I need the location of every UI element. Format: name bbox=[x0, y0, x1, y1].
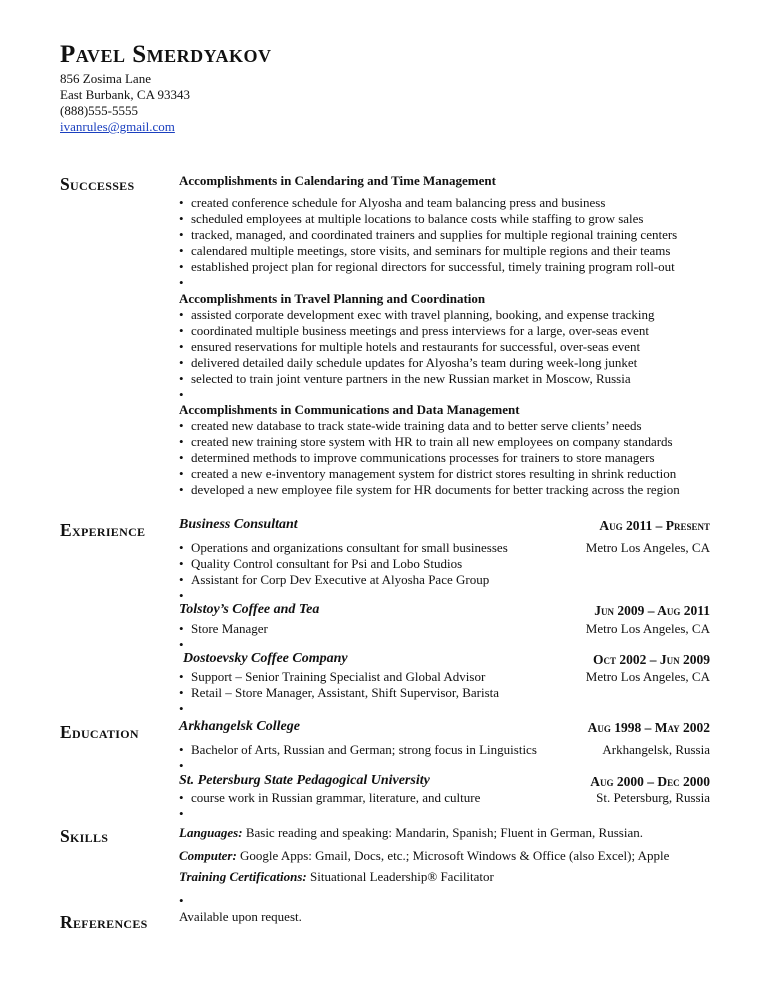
skills-training: Training Certifications: Situational Leadership® Facilitator bbox=[179, 869, 494, 884]
list-item: • scheduled employees at multiple locations to balance costs while staffing to grow sales bbox=[179, 211, 644, 226]
address-line-2: East Burbank, CA 93343 bbox=[60, 87, 190, 102]
job-date: Oct 2002 – Jun 2009 bbox=[592, 652, 710, 667]
school-date: Aug 1998 – May 2002 bbox=[587, 720, 710, 735]
list-item: • determined methods to improve communications processes for trainers to store managers bbox=[179, 450, 655, 465]
job-title: Tolstoy’s Coffee and Tea bbox=[179, 602, 320, 617]
job-date: Aug 2011 – Present bbox=[599, 518, 710, 533]
job-location: Metro Los Angeles, CA bbox=[585, 669, 710, 684]
list-item: • Assistant for Corp Dev Executive at Alyosha Pace Group bbox=[179, 572, 490, 587]
subheading-communications: Accomplishments in Communications and Data Management bbox=[179, 402, 520, 417]
subheading-calendaring: Accomplishments in Calendaring and Time Management bbox=[179, 173, 496, 188]
list-item: • created a new e-inventory management system for district stores resulting in shrink reduction bbox=[179, 466, 677, 481]
list-item: • delivered detailed daily schedule updates for Alyosha’s team during week-long junket bbox=[179, 355, 638, 370]
subheading-travel: Accomplishments in Travel Planning and Coordination bbox=[179, 291, 486, 306]
list-item: • calendared multiple meetings, store visits, and seminars for multiple regions and their teams bbox=[179, 243, 671, 258]
job-location: Metro Los Angeles, CA bbox=[585, 621, 710, 636]
list-item: • Retail – Store Manager, Assistant, Shift Supervisor, Barista bbox=[179, 685, 500, 700]
list-item: • bbox=[179, 588, 184, 603]
email-link-wrap bbox=[60, 119, 175, 135]
section-title-education: Education bbox=[60, 722, 139, 742]
list-item: • bbox=[179, 701, 184, 716]
list-item: • coordinated multiple business meetings and press interviews for a large, over-seas event bbox=[179, 323, 649, 338]
list-item: • bbox=[179, 387, 184, 402]
school-name: St. Petersburg State Pedagogical University bbox=[179, 773, 430, 788]
school-date: Aug 2000 – Dec 2000 bbox=[590, 774, 710, 789]
section-title-skills: Skills bbox=[60, 826, 109, 846]
job-title: Business Consultant bbox=[179, 517, 298, 532]
address-line-1: 856 Zosima Lane bbox=[60, 71, 151, 86]
section-title-references: References bbox=[60, 912, 148, 932]
list-item: • developed a new employee file system for HR documents for better tracking across the region bbox=[179, 482, 680, 497]
skills-computer: Computer: Google Apps: Gmail, Docs, etc.; Microsoft Windows & Office (also Excel); Apple bbox=[179, 848, 670, 863]
section-title-successes: Successes bbox=[60, 174, 135, 194]
list-item: • Store Manager bbox=[179, 621, 268, 636]
list-item: • course work in Russian grammar, literature, and culture bbox=[179, 790, 481, 805]
list-item: • created conference schedule for Alyosha and team balancing press and business bbox=[179, 195, 606, 210]
list-item: • tracked, managed, and coordinated trainers and supplies for multiple regional training centers bbox=[179, 227, 678, 242]
list-item: • bbox=[179, 806, 184, 821]
list-item: • bbox=[179, 893, 184, 908]
list-item: • bbox=[179, 637, 184, 652]
school-location: St. Petersburg, Russia bbox=[596, 790, 710, 805]
references-text: Available upon request. bbox=[179, 909, 302, 924]
job-date: Jun 2009 – Aug 2011 bbox=[594, 603, 710, 618]
list-item: • Support – Senior Training Specialist and Global Advisor bbox=[179, 669, 486, 684]
list-item: • Operations and organizations consultant for small businesses bbox=[179, 540, 508, 555]
job-location: Metro Los Angeles, CA bbox=[585, 540, 710, 555]
list-item: • bbox=[179, 275, 184, 290]
list-item: • created new database to track state-wide training data and to better serve clients’ needs bbox=[179, 418, 642, 433]
list-item: • Quality Control consultant for Psi and Lobo Studios bbox=[179, 556, 463, 571]
candidate-name: Pavel Smerdyakov bbox=[60, 41, 272, 68]
school-name: Arkhangelsk College bbox=[179, 719, 300, 734]
list-item: • selected to train joint venture partners in the new Russian market in Moscow, Russia bbox=[179, 371, 631, 386]
section-title-experience: Experience bbox=[60, 520, 146, 540]
job-title: Dostoevsky Coffee Company bbox=[183, 651, 348, 666]
list-item: • assisted corporate development exec with travel planning, booking, and expense tracking bbox=[179, 307, 655, 322]
list-item: • bbox=[179, 758, 184, 773]
school-location: Arkhangelsk, Russia bbox=[602, 742, 710, 757]
skills-languages: Languages: Basic reading and speaking: Mandarin, Spanish; Fluent in German, Russian. bbox=[179, 825, 643, 840]
list-item: • ensured reservations for multiple hotels and restaurants for successful, over-seas event bbox=[179, 339, 641, 354]
email-link[interactable]: ivanrules@gmail.com bbox=[60, 119, 175, 134]
list-item: • created new training store system with HR to train all new employees on company standards bbox=[179, 434, 673, 449]
phone-number: (888)555-5555 bbox=[60, 103, 138, 118]
list-item: • Bachelor of Arts, Russian and German; strong focus in Linguistics bbox=[179, 742, 537, 757]
list-item: • established project plan for regional directors for successful, timely training program roll-out bbox=[179, 259, 675, 274]
